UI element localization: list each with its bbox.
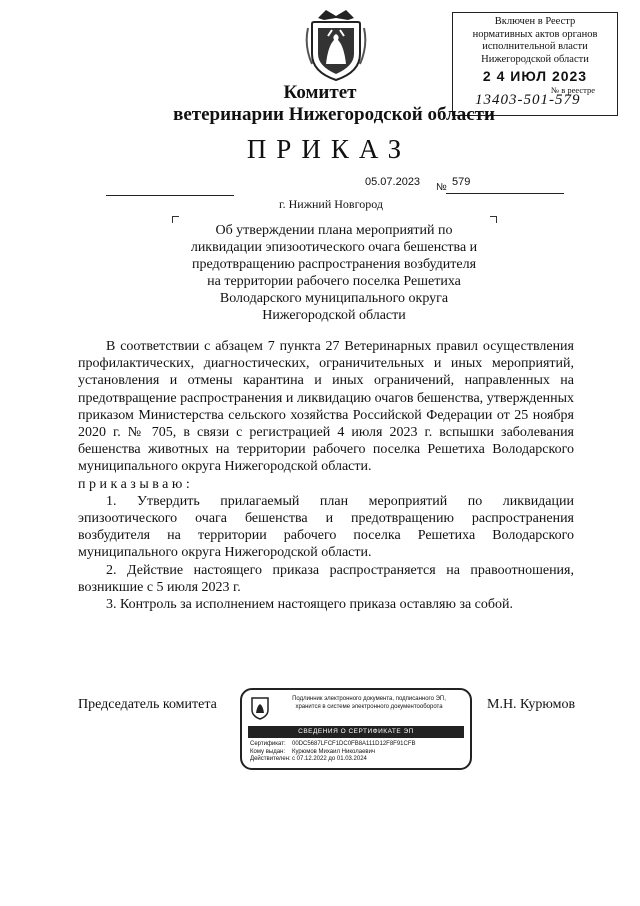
valid-label: Действителен: xyxy=(250,756,291,762)
stamp-certificate-details xyxy=(250,741,466,764)
stamp-certificate-title: СВЕДЕНИЯ О СЕРТИФИКАТЕ ЭП xyxy=(248,726,464,738)
e-signature-stamp xyxy=(240,688,472,770)
order-word: приказываю: xyxy=(78,476,194,492)
date-underline xyxy=(106,195,234,196)
subject-line: ликвидации эпизоотического очага бешенства и xyxy=(190,240,478,255)
registry-line4: Нижегородской области xyxy=(481,53,589,65)
registry-number-label: № в реестре xyxy=(551,84,595,95)
stamp-header-line2: хранится в системе электронного документооборота xyxy=(295,703,443,710)
subject-line: Володарского муниципального округа xyxy=(219,291,449,306)
order-items xyxy=(78,493,574,613)
stamp-header-line1: Подлинник электронного документа, подписанного ЭП, xyxy=(292,696,446,702)
document-subject xyxy=(150,222,518,324)
registry-date: 2 4 ИЮЛ 2023 xyxy=(482,68,588,84)
registry-line3: исполнительной власти xyxy=(482,41,588,52)
owner-label: Кому выдан: xyxy=(250,748,286,755)
subject-line: на территории рабочего поселка Решетиха xyxy=(207,274,461,289)
subject-line: Нижегородской области xyxy=(262,308,406,323)
signer-position: Председатель комитета xyxy=(78,697,217,712)
order-item-2: 2. Действие настоящего приказа распространяется на правоотношения, возникшие с 5 июля 2023 г. xyxy=(78,562,574,595)
signer-name: М.Н. Курюмов xyxy=(487,697,576,712)
city: г. Нижний Новгород xyxy=(279,197,383,211)
number-sign: № xyxy=(436,182,447,193)
registry-line2: нормативных актов органов xyxy=(472,28,598,40)
order-item-1: 1. Утвердить прилагаемый план мероприятий по ликвидации эпизоотического очага бешенства и предотвращению распространения возбудителя на территории рабочего поселка Решетиха Володарского муниципального округа Нижегородской области. xyxy=(78,493,574,561)
registry-line1: Включен в Реестр xyxy=(494,16,576,27)
cert-value: 00DC5687LFCF1DC0FB8A111D12F8F91CFB xyxy=(292,741,416,747)
owner-value: Курюмов Михаил Николаевич xyxy=(292,748,376,755)
cert-label: Сертификат: xyxy=(250,741,286,747)
coat-of-arms-icon xyxy=(304,6,368,82)
valid-value: с 07.12.2022 до 01.03.2024 xyxy=(292,756,367,762)
document-number: 579 xyxy=(452,176,471,188)
org-title-line1: Комитет xyxy=(283,82,357,103)
document-type: ПРИКАЗ xyxy=(246,134,412,164)
stamp-header xyxy=(274,696,464,711)
subject-line: предотвращению распространения возбудителя xyxy=(191,257,477,272)
subject-line: Об утверждении плана мероприятий по xyxy=(215,223,453,238)
region-emblem-icon xyxy=(250,696,270,720)
document-body xyxy=(78,338,574,613)
order-item-3: 3. Контроль за исполнением настоящего приказа оставляю за собой. xyxy=(106,597,514,613)
org-title-line2: ветеринарии Нижегородской области xyxy=(173,104,495,125)
document-date: 05.07.2023 xyxy=(365,176,421,188)
preamble-paragraph: В соответствии с абзацем 7 пункта 27 Ветеринарных правил осуществления профилактических, диагностических, ограничительных и иных мероприятий, установления и отмены карантина и иных ограничений, направленных на предотвращение распространения и ликвидацию очагов бешенства, утвержденных приказом Министерства сельского хозяйства Российской Федерации от 25 ноября 2020 г. № 705, в связи с регистрацией 4 июля 2023 г. вспышки заболевания бешенства животных на территории рабочего поселка Решетиха Володарского муниципального округа Нижегородской области. xyxy=(78,339,574,475)
registry-number: 13403-501-579 xyxy=(475,92,581,108)
number-underline xyxy=(446,193,564,194)
